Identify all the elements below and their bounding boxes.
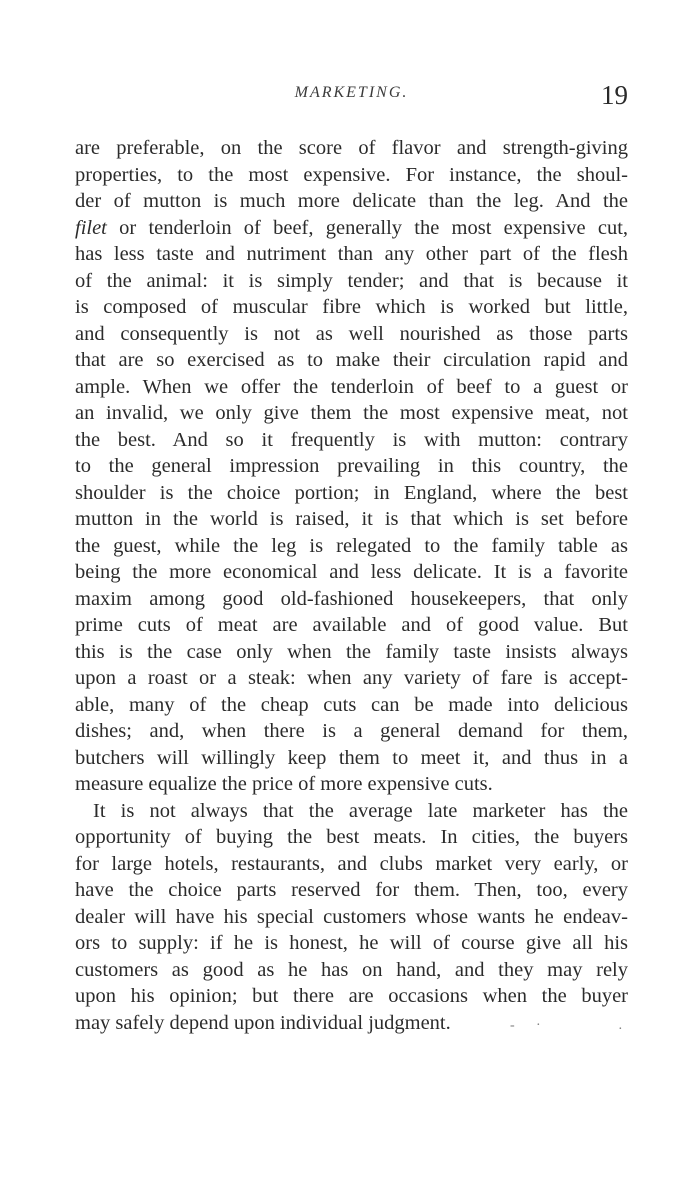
text-line: butchers will willingly keep them to meet it, and thus in a <box>75 746 628 769</box>
scan-speck: · <box>536 1018 541 1033</box>
text-line: the best. And so it frequently is with mutton: contrary <box>75 428 628 451</box>
text-line: properties, to the most expensive. For instance, the shoul- <box>75 163 628 186</box>
text-line: for large hotels, restaurants, and clubs market very early, or <box>75 852 628 875</box>
text-line: customers as good as he has on hand, and they may rely <box>75 958 628 981</box>
text-line: ors to supply: if he is honest, he will of course give all his <box>75 932 628 954</box>
text-line: are preferable, on the score of flavor and strength-giving <box>75 137 628 159</box>
text-line: that are so exercised as to make their circulation rapid and <box>75 349 628 371</box>
text-line-rest: or tenderloin of beef, generally the most expensive cut, <box>119 216 629 239</box>
text-line: mutton in the world is raised, it is that which is set before <box>75 508 628 530</box>
text-line: has less taste and nutriment than any other part of the flesh <box>75 243 628 265</box>
page-number: 19 <box>601 80 628 110</box>
scan-speck: - <box>510 1018 515 1033</box>
text-line: the guest, while the leg is relegated to the family table as <box>75 534 628 557</box>
text-line: this is the case only when the family taste insists always <box>75 640 628 663</box>
text-line: It is not always that the average late marketer has the <box>93 799 628 822</box>
text-line: an invalid, we only give them the most expensive meat, not <box>75 402 628 424</box>
text-line: able, many of the cheap cuts can be made into delicious <box>75 693 628 716</box>
text-line: to the general impression prevailing in this country, the <box>75 455 628 477</box>
text-line: shoulder is the choice portion; in England, where the best <box>75 481 628 504</box>
text-line: measure equalize the price of more expensive cuts. <box>75 773 493 795</box>
text-line: opportunity of buying the best meats. In cities, the buyers <box>75 826 628 848</box>
text-line: being the more economical and less delicate. It is a favorite <box>75 561 628 583</box>
text-line: may safely depend upon individual judgment. <box>75 1011 451 1034</box>
running-head <box>75 80 628 114</box>
text-line: prime cuts of meat are available and of good value. But <box>75 614 628 636</box>
scan-speck: · <box>618 1022 623 1037</box>
text-line: ample. When we offer the tenderloin of beef to a guest or <box>75 375 628 398</box>
text-line: is composed of muscular fibre which is worked but little, <box>75 296 628 318</box>
text-line-with-italic <box>75 215 628 242</box>
text-line: maxim among good old-fashioned housekeepers, that only <box>75 587 628 610</box>
text-line: dealer will have his special customers whose wants he endeav- <box>75 905 628 928</box>
running-title: MARKETING. <box>294 84 409 101</box>
text-line: of the animal: it is simply tender; and that is because it <box>75 269 628 292</box>
body-text <box>75 135 628 1036</box>
text-line: dishes; and, when there is a general demand for them, <box>75 720 628 742</box>
text-line: have the choice parts reserved for them. Then, too, every <box>75 879 628 901</box>
italic-word: filet <box>75 216 107 239</box>
text-line: upon a roast or a steak: when any variety of fare is accept- <box>75 667 628 689</box>
text-line: and consequently is not as well nourished as those parts <box>75 322 628 345</box>
text-line: der of mutton is much more delicate than the leg. And the <box>75 190 628 212</box>
text-line: upon his opinion; but there are occasions when the buyer <box>75 985 628 1007</box>
